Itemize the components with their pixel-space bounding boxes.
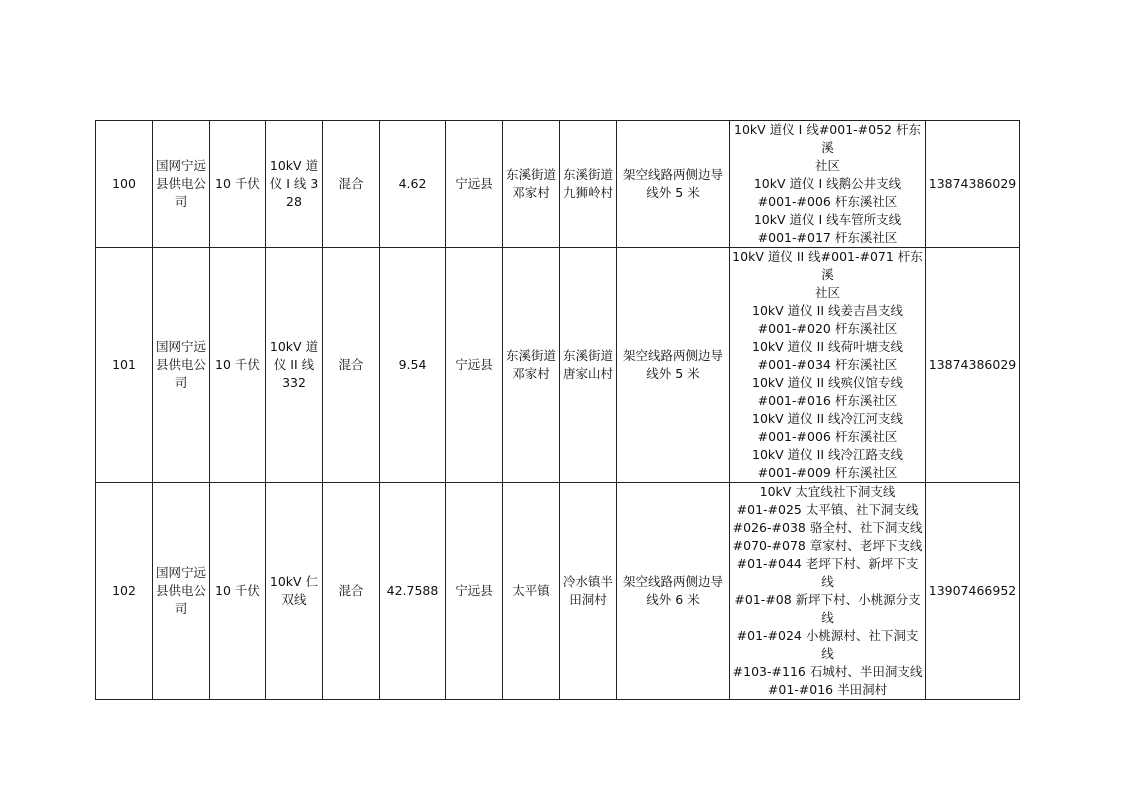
town-cell: 太平镇 bbox=[503, 483, 560, 700]
village-cell: 东溪街道唐家山村 bbox=[560, 248, 617, 483]
line-section-details-cell: 10kV 道仪 I 线#001-#052 杆东溪 社区 10kV 道仪 I 线鹅公井支线 #001-#006 杆东溪社区 10kV 道仪 I 线车管所支线 #001-#017 杆东溪社区 bbox=[730, 121, 926, 248]
line-type-cell: 混合 bbox=[323, 483, 380, 700]
line-name-cell: 10kV 仁双线 bbox=[266, 483, 323, 700]
line-length-cell: 4.62 bbox=[380, 121, 446, 248]
county-cell: 宁远县 bbox=[446, 248, 503, 483]
company-cell: 国网宁远县供电公司 bbox=[153, 248, 210, 483]
power-line-table bbox=[95, 120, 1020, 700]
line-section-details-cell: 10kV 道仪 II 线#001-#071 杆东溪 社区 10kV 道仪 II 线姜吉昌支线 #001-#020 杆东溪社区 10kV 道仪 II 线荷叶塘支线 #001-#034 杆东溪社区 10kV 道仪 II 线殡仪馆专线 #001-#016 杆东溪社区 10kV 道仪 II 线冷江河支线 #001-#006 杆东溪社区 10kV 道仪 II 线冷江路支线 #001-#009 杆东溪社区 bbox=[730, 248, 926, 483]
protection-range-cell: 架空线路两侧边导线外 5 米 bbox=[617, 248, 730, 483]
line-name-cell: 10kV 道仪 I 线 328 bbox=[266, 121, 323, 248]
company-cell: 国网宁远县供电公司 bbox=[153, 121, 210, 248]
row-index: 102 bbox=[96, 483, 153, 700]
line-type-cell: 混合 bbox=[323, 121, 380, 248]
line-length-cell: 9.54 bbox=[380, 248, 446, 483]
county-cell: 宁远县 bbox=[446, 483, 503, 700]
company-cell: 国网宁远县供电公司 bbox=[153, 483, 210, 700]
table-row bbox=[96, 248, 1020, 483]
village-cell: 冷水镇半田洞村 bbox=[560, 483, 617, 700]
table-row bbox=[96, 121, 1020, 248]
voltage-cell: 10 千伏 bbox=[210, 121, 266, 248]
town-cell: 东溪街道邓家村 bbox=[503, 121, 560, 248]
protection-range-cell: 架空线路两侧边导线外 5 米 bbox=[617, 121, 730, 248]
phone-cell: 13874386029 bbox=[926, 121, 1020, 248]
row-index: 101 bbox=[96, 248, 153, 483]
phone-cell: 13874386029 bbox=[926, 248, 1020, 483]
line-length-cell: 42.7588 bbox=[380, 483, 446, 700]
line-section-details-cell: 10kV 太宜线社下洞支线 #01-#025 太平镇、社下洞支线 #026-#038 骆全村、社下洞支线 #070-#078 章家村、老坪下支线 #01-#044 老坪下村、新坪下支线 #01-#08 新坪下村、小桃源分支线 #01-#024 小桃源村、社下洞支线 #103-#116 石城村、半田洞支线 #01-#016 半田洞村 bbox=[730, 483, 926, 700]
village-cell: 东溪街道九狮岭村 bbox=[560, 121, 617, 248]
protection-range-cell: 架空线路两侧边导线外 6 米 bbox=[617, 483, 730, 700]
town-cell: 东溪街道邓家村 bbox=[503, 248, 560, 483]
line-name-cell: 10kV 道仪 II 线 332 bbox=[266, 248, 323, 483]
line-type-cell: 混合 bbox=[323, 248, 380, 483]
county-cell: 宁远县 bbox=[446, 121, 503, 248]
row-index: 100 bbox=[96, 121, 153, 248]
voltage-cell: 10 千伏 bbox=[210, 483, 266, 700]
table-row bbox=[96, 483, 1020, 700]
phone-cell: 13907466952 bbox=[926, 483, 1020, 700]
voltage-cell: 10 千伏 bbox=[210, 248, 266, 483]
